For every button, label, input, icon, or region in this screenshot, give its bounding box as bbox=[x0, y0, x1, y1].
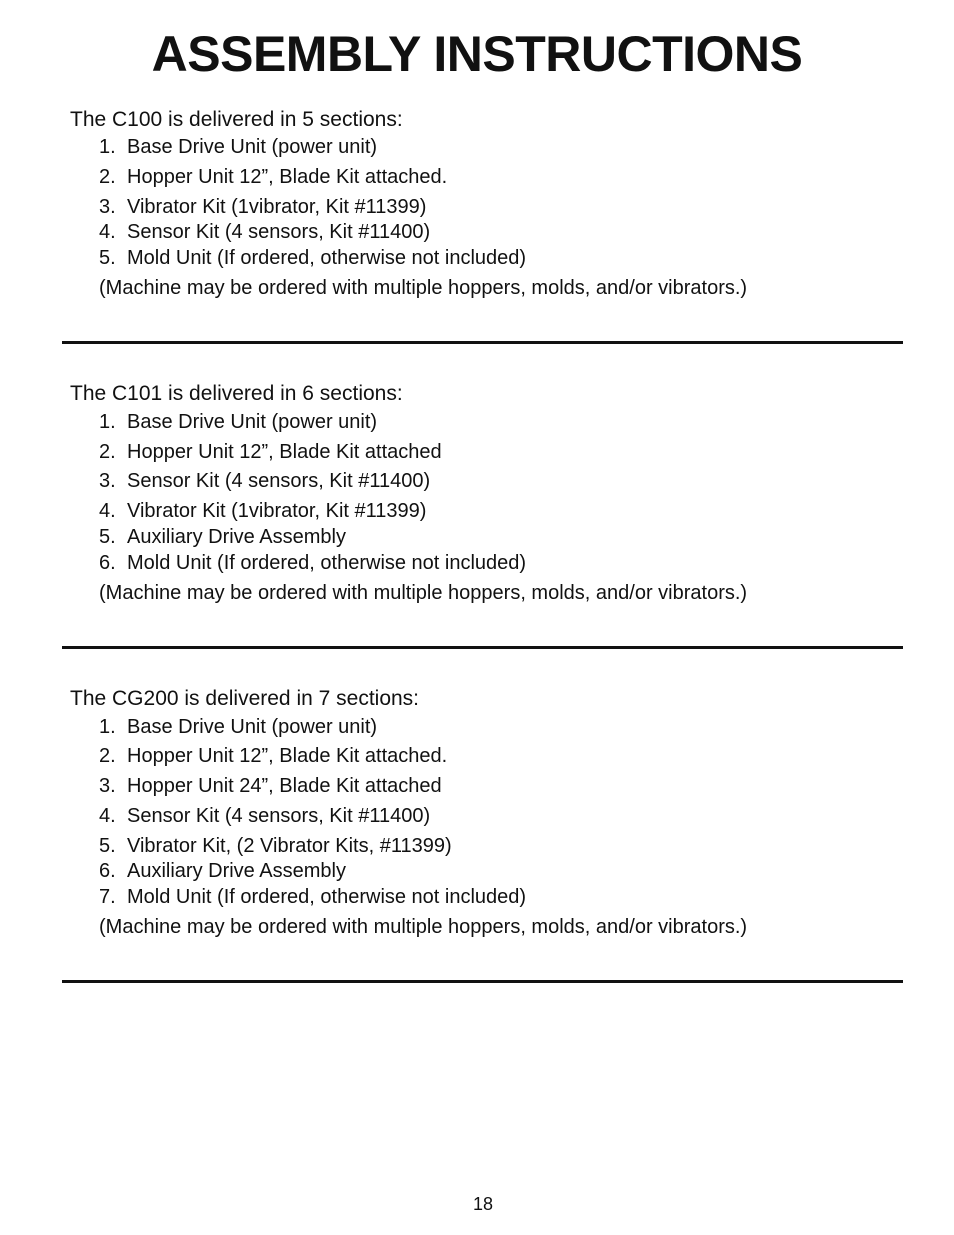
list-item bbox=[99, 859, 346, 883]
item-number: 1. bbox=[99, 411, 116, 433]
item-text: Hopper Unit 24”, Blade Kit attached bbox=[127, 775, 442, 797]
item-text: Sensor Kit (4 sensors, Kit #11400) bbox=[127, 805, 431, 827]
item-number: 5. bbox=[99, 835, 116, 857]
item-text: Hopper Unit 12”, Blade Kit attached. bbox=[127, 166, 448, 188]
page-number: 18 bbox=[472, 1194, 494, 1214]
item-text: Hopper Unit 12”, Blade Kit attached. bbox=[127, 745, 448, 767]
list-item bbox=[99, 410, 377, 434]
item-number: 2. bbox=[99, 166, 116, 188]
list-item bbox=[99, 885, 526, 909]
list-item bbox=[99, 774, 442, 798]
item-number: 6. bbox=[99, 552, 116, 574]
item-text: Vibrator Kit (1vibrator, Kit #11399) bbox=[127, 500, 427, 522]
list-item bbox=[99, 499, 426, 523]
list-item bbox=[99, 220, 430, 244]
item-text: Auxiliary Drive Assembly bbox=[127, 860, 346, 882]
list-item bbox=[99, 525, 346, 549]
item-number: 4. bbox=[99, 221, 116, 243]
list-item bbox=[99, 469, 430, 493]
list-item bbox=[99, 834, 452, 858]
item-text: Mold Unit (If ordered, otherwise not included) bbox=[127, 552, 527, 574]
item-number: 5. bbox=[99, 526, 116, 548]
section-intro: The CG200 is delivered in 7 sections: bbox=[70, 687, 420, 710]
item-text: Auxiliary Drive Assembly bbox=[127, 526, 346, 548]
list-item bbox=[99, 246, 526, 270]
list-item bbox=[99, 715, 377, 739]
list-item bbox=[99, 440, 442, 464]
list-item bbox=[99, 135, 377, 159]
item-text: Sensor Kit (4 sensors, Kit #11400) bbox=[127, 470, 431, 492]
item-number: 3. bbox=[99, 775, 116, 797]
item-text: Mold Unit (If ordered, otherwise not included) bbox=[127, 247, 527, 269]
section-intro: The C100 is delivered in 5 sections: bbox=[70, 108, 403, 131]
section-divider bbox=[62, 646, 903, 649]
section-divider bbox=[62, 341, 903, 344]
list-item bbox=[99, 551, 526, 575]
item-number: 5. bbox=[99, 247, 116, 269]
page-title: ASSEMBLY INSTRUCTIONS bbox=[151, 26, 803, 82]
item-text: Hopper Unit 12”, Blade Kit attached bbox=[127, 441, 442, 463]
section-intro: The C101 is delivered in 6 sections: bbox=[70, 382, 403, 405]
item-number: 4. bbox=[99, 500, 116, 522]
item-number: 1. bbox=[99, 716, 116, 738]
item-text: Vibrator Kit, (2 Vibrator Kits, #11399) bbox=[127, 835, 452, 857]
list-item bbox=[99, 195, 426, 219]
item-number: 6. bbox=[99, 860, 116, 882]
item-text: Mold Unit (If ordered, otherwise not included) bbox=[127, 886, 527, 908]
section-divider bbox=[62, 980, 903, 983]
item-text: Base Drive Unit (power unit) bbox=[127, 716, 378, 738]
list-item bbox=[99, 744, 447, 768]
item-text: Sensor Kit (4 sensors, Kit #11400) bbox=[127, 221, 431, 243]
item-number: 1. bbox=[99, 136, 116, 158]
item-number: 3. bbox=[99, 470, 116, 492]
item-number: 7. bbox=[99, 886, 116, 908]
item-text: Base Drive Unit (power unit) bbox=[127, 136, 378, 158]
list-item bbox=[99, 804, 430, 828]
item-text: Vibrator Kit (1vibrator, Kit #11399) bbox=[127, 196, 427, 218]
section-note: (Machine may be ordered with multiple hoppers, molds, and/or vibrators.) bbox=[99, 277, 748, 299]
item-number: 2. bbox=[99, 745, 116, 767]
item-text: Base Drive Unit (power unit) bbox=[127, 411, 378, 433]
item-number: 3. bbox=[99, 196, 116, 218]
item-number: 2. bbox=[99, 441, 116, 463]
section-note: (Machine may be ordered with multiple hoppers, molds, and/or vibrators.) bbox=[99, 582, 748, 604]
list-item bbox=[99, 165, 447, 189]
section-note: (Machine may be ordered with multiple hoppers, molds, and/or vibrators.) bbox=[99, 916, 748, 938]
item-number: 4. bbox=[99, 805, 116, 827]
